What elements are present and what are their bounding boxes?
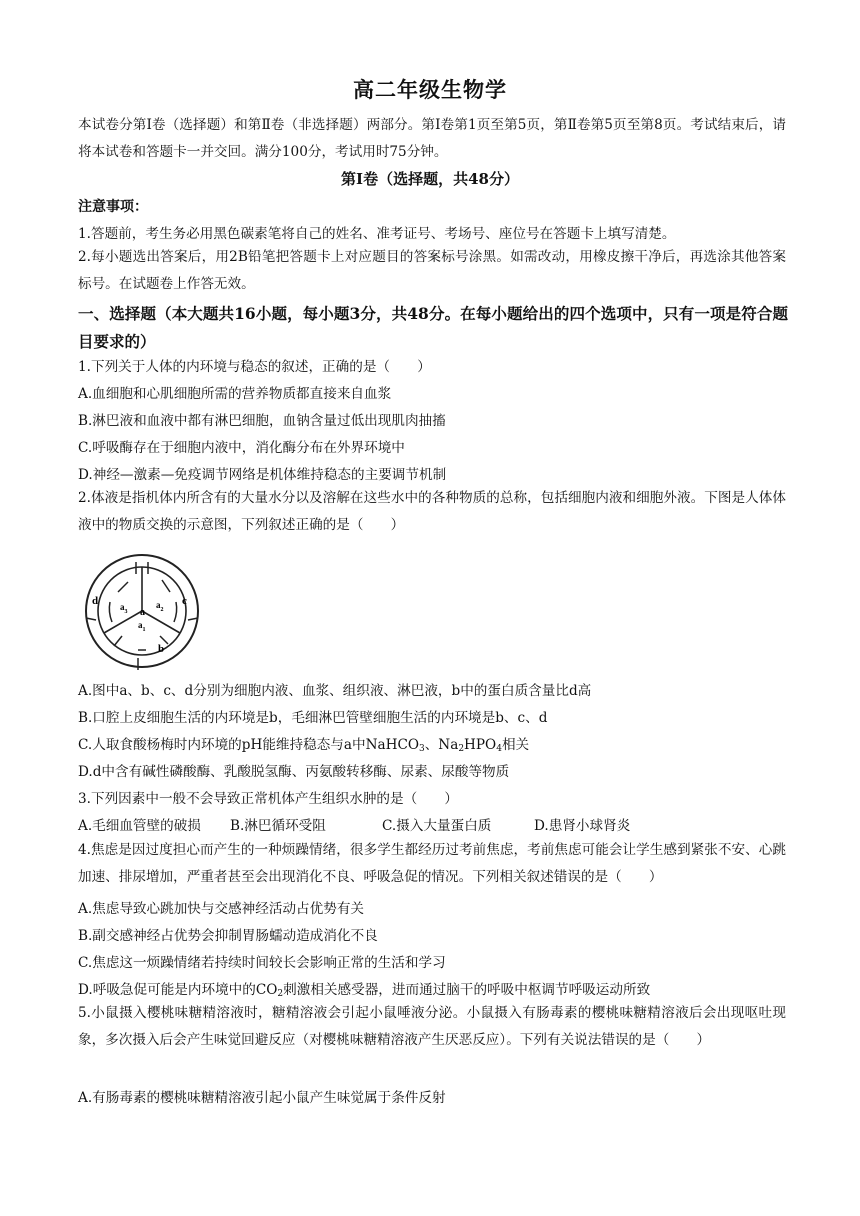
label-d: d [92,595,99,607]
q3-option-d: D.患肾小球肾炎 [534,818,631,834]
q5-stem: 5.小鼠摄入樱桃味糖精溶液时，糖精溶液会引起小鼠唾液分泌。小鼠摄入有肠毒素的樱桃味糖精溶液后会出现呕吐现象，多次摄入后会产生味觉回避反应（对樱桃味糖精溶液产生厌恶反应）。下列有关说法错误的是（ ） [78,1005,786,1048]
arrow-6 [174,602,177,622]
q3-stem: 3.下列因素中一般不会导致正常机体产生组织水肿的是（ ） [78,791,458,807]
arrow-3 [114,636,122,646]
exam-title: 高二年级生物学 [353,77,507,102]
q1-option-d: D.神经—激素—免疫调节网络是机体维持稳态的主要调节机制 [78,467,447,483]
notice-item-1: 1.答题前，考生务必用黑色碳素笔将自己的姓名、准考证号、考场号、座位号在答题卡上填写清楚。 [78,226,676,242]
q1-option-c: C.呼吸酶存在于细胞内液中，消化酶分布在外界环境中 [78,440,405,456]
q5-option-a: A.有肠毒素的樱桃味糖精溶液引起小鼠产生味觉属于条件反射 [78,1090,446,1106]
q3-option-a: A.毛细血管壁的破损 [78,818,201,834]
q4-stem: 4.焦虑是因过度担心而产生的一种烦躁情绪，很多学生都经历过考前焦虑，考前焦虑可能会让学生感到紧张不安、心跳加速、排尿增加，严重者甚至会出现消化不良、呼吸急促的情况。下列相关叙述错误的是（ ） [78,842,786,885]
body-fluid-exchange-diagram [78,552,208,670]
q1-stem: 1.下列关于人体的内环境与稳态的叙述，正确的是（ ） [78,359,431,375]
q2-option-d: D.d中含有碱性磷酸酶、乳酸脱氢酶、丙氨酸转移酶、尿素、尿酸等物质 [78,764,510,780]
q1-option-a: A.血细胞和心肌细胞所需的营养物质都直接来自血浆 [78,386,392,402]
q1-option-b: B.淋巴液和血液中都有淋巴细胞，血钠含量过低出现肌肉抽搐 [78,413,446,429]
q2-stem: 2.体液是指机体内所含有的大量水分以及溶解在这些水中的各种物质的总称，包括细胞内液和细胞外液。下图是人体体液中的物质交换的示意图，下列叙述正确的是（ ） [78,490,786,533]
notice-item-2: 2.每小题选出答案后，用2B铅笔把答题卡上对应题目的答案标号涂黑。如需改动，用橡皮擦干净后，再选涂其他答案标号。在试题卷上作答无效。 [78,249,786,292]
q4-option-d: D.呼吸急促可能是内环境中的$CO_2$刺激相关感受器，进而通过脑干的呼吸中枢调节呼吸运动所致 [78,982,651,999]
q4-option-c: C.焦虑这一烦躁情绪若持续时间较长会影响正常的生活和学习 [78,955,446,971]
q2-option-c: C.人取食酸杨梅时内环境的pH能维持稳态与a中NaHCO$_3$、$Na_2HPO_4$相关 [78,737,530,754]
label-a2: $a_2$ [156,600,164,613]
q3-option-c: C.摄入大量蛋白质 [382,818,492,834]
label-b: b [158,643,165,655]
label-c: c [182,595,187,607]
notice-heading: 注意事项： [78,199,148,215]
label-a3: $a_3$ [120,602,128,615]
arrow-1 [118,582,128,592]
q4-option-a: A.焦虑导致心跳加快与交感神经活动占优势有关 [78,901,365,917]
q3-option-b: B.淋巴循环受阻 [230,818,326,834]
body-fluid-diagram-svg [78,552,208,670]
q2-option-a: A.图中a、b、c、d分别为细胞内液、血浆、组织液、淋巴液，b中的蛋白质含量比d高 [78,683,592,699]
q3-options [78,816,788,836]
q4-option-b: B.副交感神经占优势会抑制胃肠蠕动造成消化不良 [78,928,378,944]
arrow-5 [109,602,112,622]
label-a: a [140,607,145,618]
arrow-2 [162,580,170,592]
q2-option-b: B.口腔上皮细胞生活的内环境是b，毛细淋巴管壁细胞生活的内环境是b、c、d [78,710,548,726]
label-a1: $a_1$ [138,620,146,633]
section-title: 第Ⅰ卷（选择题，共48分） [341,170,519,188]
exam-intro: 本试卷分第Ⅰ卷（选择题）和第Ⅱ卷（非选择题）两部分。第Ⅰ卷第1页至第5页，第Ⅱ卷第5页至第8页。考试结束后，请将本试卷和答题卡一并交回。满分100分，考试用时75分钟。 [78,117,786,160]
part1-heading: 一、选择题（本大题共16小题，每小题3分，共48分。在每小题给出的四个选项中，只有一项是符合题目要求的） [78,304,788,351]
